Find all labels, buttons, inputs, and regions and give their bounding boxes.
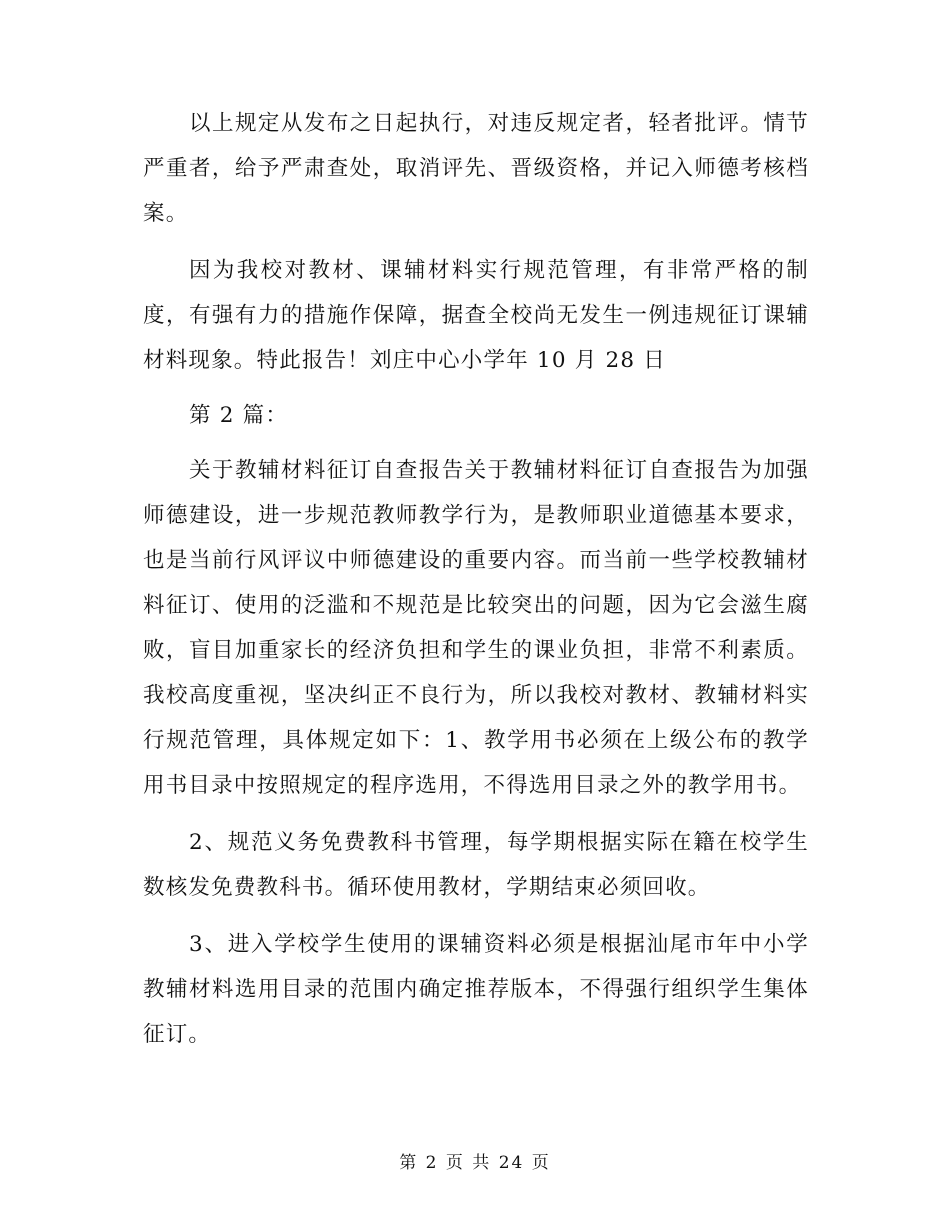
paragraph-self-inspection-intro: 关于教辅材料征订自查报告关于教辅材料征订自查报告为加强师德建设，进一步规范教师教学行为，是教师职业道德基本要求，也是当前行风评议中师德建设的重要内容。而当前一些学校教辅材料征订、使用的泛滥和不规范是比较突出的问题，因为它会滋生腐败，盲目加重家长的经济负担和学生的课业负担，非常不利素质。我校高度重视，坚决纠正不良行为，所以我校对教材、教辅材料实行规范管理，具体规定如下：1、教学用书必须在上级公布的教学用书目录中按照规定的程序选用，不得选用目录之外的教学用书。 [143, 458, 809, 798]
paragraph-rule-2: 2、规范义务免费教科书管理，每学期根据实际在籍在校学生数核发免费教科书。循环使用教材，学期结束必须回收。 [143, 830, 809, 900]
paragraph-regulation-enforcement: 以上规定从发布之日起执行，对违反规定者，轻者批评。情节严重者，给予严肃查处，取消评先、晋级资格，并记入师德考核档案。 [143, 111, 809, 226]
section-heading: 第 2 篇： [189, 403, 289, 428]
paragraph-report-conclusion: 因为我校对教材、课辅材料实行规范管理，有非常严格的制度，有强有力的措施作保障，据查全校尚无发生一例违规征订课辅材料现象。特此报告！刘庄中心小学年 10 月 28 日 [143, 258, 809, 373]
paragraph-rule-3: 3、进入学校学生使用的课辅资料必须是根据汕尾市年中小学教辅材料选用目录的范围内确定推荐版本，不得强行组织学生集体征订。 [143, 932, 809, 1047]
document-body [143, 101, 809, 1069]
page-number-footer: 第 2 页 共 24 页 [399, 1153, 551, 1173]
